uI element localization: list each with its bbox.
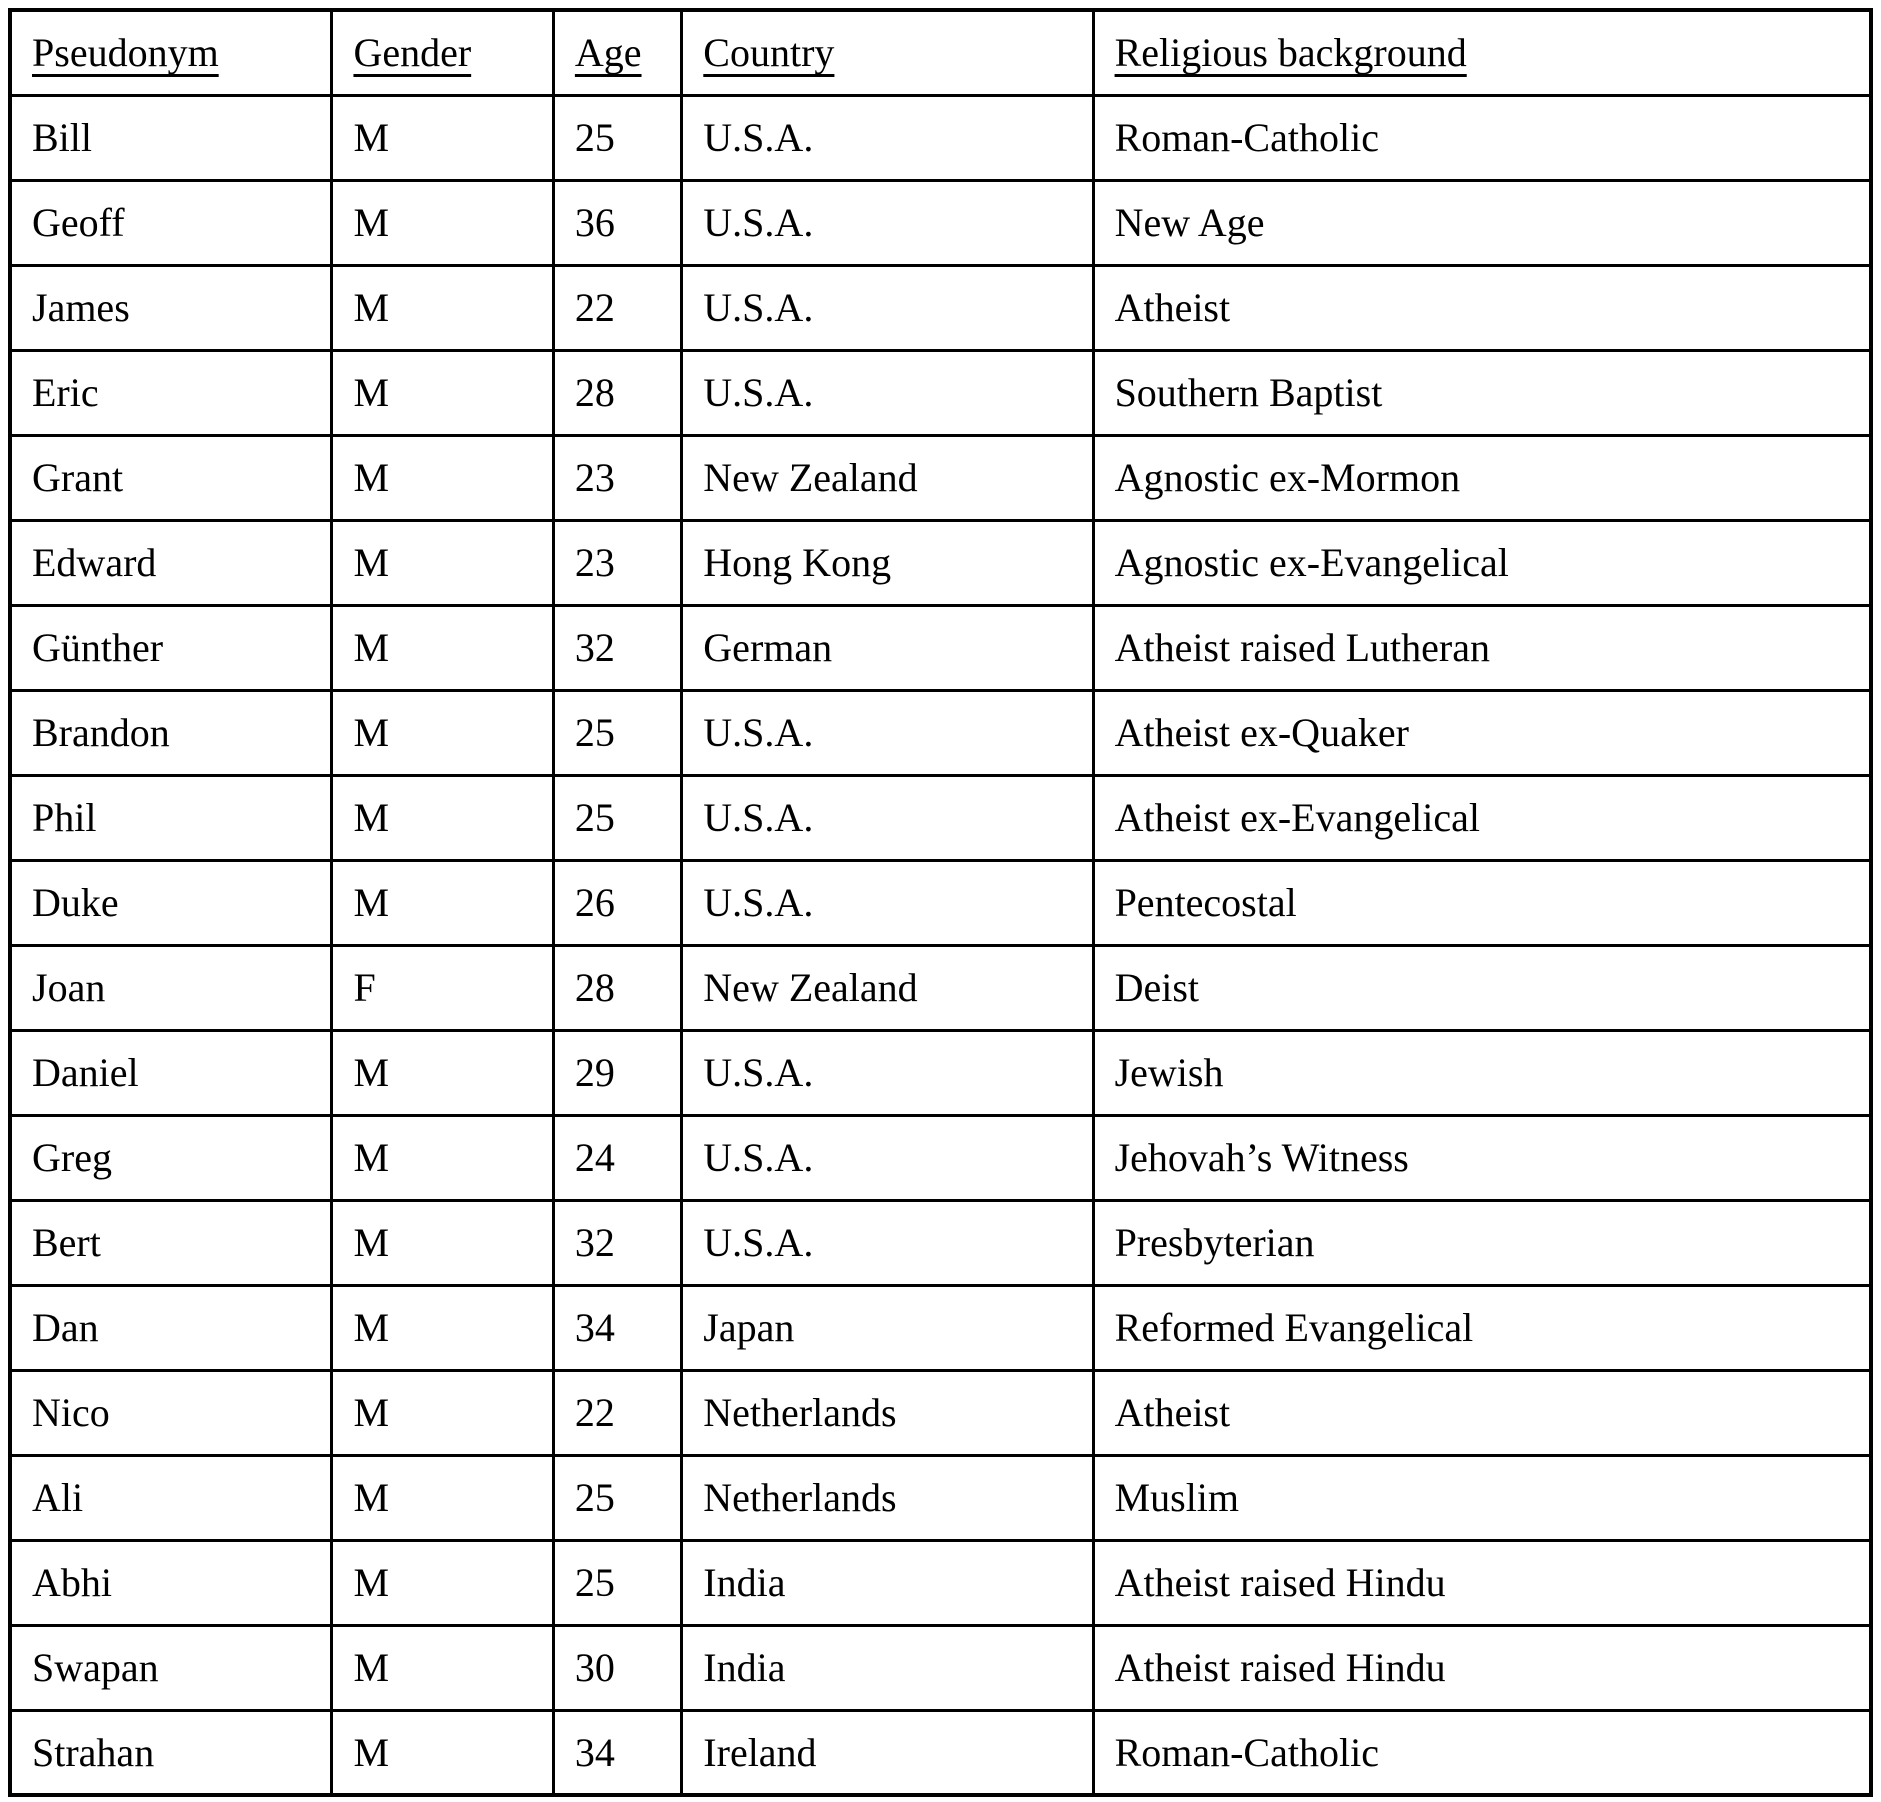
cell-religion: Atheist ex-Quaker xyxy=(1093,690,1871,775)
cell-religion: Atheist raised Lutheran xyxy=(1093,605,1871,690)
cell-religion: Atheist xyxy=(1093,265,1871,350)
cell-gender: M xyxy=(332,1115,553,1200)
table-row xyxy=(10,775,1871,860)
table-row xyxy=(10,1455,1871,1540)
cell-gender: M xyxy=(332,520,553,605)
cell-gender: M xyxy=(332,180,553,265)
cell-age: 22 xyxy=(553,265,681,350)
cell-age: 28 xyxy=(553,945,681,1030)
table-row xyxy=(10,1285,1871,1370)
column-header-gender-label: Gender xyxy=(353,30,472,76)
cell-pseudonym: Eric xyxy=(10,350,332,435)
cell-pseudonym: Abhi xyxy=(10,1540,332,1625)
column-header-religion-label: Religious background xyxy=(1114,30,1467,76)
cell-religion: Deist xyxy=(1093,945,1871,1030)
table-row xyxy=(10,1540,1871,1625)
cell-pseudonym: Bert xyxy=(10,1200,332,1285)
cell-age: 24 xyxy=(553,1115,681,1200)
cell-pseudonym: Brandon xyxy=(10,690,332,775)
cell-religion: Presbyterian xyxy=(1093,1200,1871,1285)
column-header-age-label: Age xyxy=(574,30,642,76)
cell-country: U.S.A. xyxy=(682,265,1093,350)
cell-gender: M xyxy=(332,95,553,180)
cell-gender: M xyxy=(332,1540,553,1625)
cell-age: 25 xyxy=(553,690,681,775)
cell-country: German xyxy=(682,605,1093,690)
cell-religion: Jehovah’s Witness xyxy=(1093,1115,1871,1200)
cell-pseudonym: Grant xyxy=(10,435,332,520)
cell-pseudonym: Dan xyxy=(10,1285,332,1370)
table-row xyxy=(10,945,1871,1030)
cell-religion: Southern Baptist xyxy=(1093,350,1871,435)
cell-age: 25 xyxy=(553,1540,681,1625)
cell-pseudonym: Phil xyxy=(10,775,332,860)
cell-pseudonym: Ali xyxy=(10,1455,332,1540)
column-header-gender xyxy=(332,10,553,95)
column-header-country-label: Country xyxy=(703,30,835,76)
table-row xyxy=(10,1115,1871,1200)
cell-country: U.S.A. xyxy=(682,350,1093,435)
cell-country: U.S.A. xyxy=(682,775,1093,860)
cell-age: 23 xyxy=(553,435,681,520)
table-row xyxy=(10,1370,1871,1455)
table-row xyxy=(10,180,1871,265)
table-row xyxy=(10,1030,1871,1115)
cell-gender: F xyxy=(332,945,553,1030)
cell-country: India xyxy=(682,1540,1093,1625)
cell-age: 32 xyxy=(553,605,681,690)
cell-religion: Agnostic ex-Evangelical xyxy=(1093,520,1871,605)
cell-religion: Jewish xyxy=(1093,1030,1871,1115)
cell-gender: M xyxy=(332,1455,553,1540)
table-row xyxy=(10,265,1871,350)
cell-country: Netherlands xyxy=(682,1455,1093,1540)
cell-age: 32 xyxy=(553,1200,681,1285)
table-row xyxy=(10,520,1871,605)
column-header-religion xyxy=(1093,10,1871,95)
participants-table xyxy=(8,8,1873,1797)
cell-religion: Muslim xyxy=(1093,1455,1871,1540)
column-header-age xyxy=(553,10,681,95)
cell-country: U.S.A. xyxy=(682,690,1093,775)
cell-country: Netherlands xyxy=(682,1370,1093,1455)
cell-gender: M xyxy=(332,605,553,690)
cell-religion: Atheist ex-Evangelical xyxy=(1093,775,1871,860)
cell-gender: M xyxy=(332,1285,553,1370)
cell-pseudonym: Nico xyxy=(10,1370,332,1455)
cell-gender: M xyxy=(332,1370,553,1455)
cell-religion: Reformed Evangelical xyxy=(1093,1285,1871,1370)
cell-pseudonym: Joan xyxy=(10,945,332,1030)
column-header-country xyxy=(682,10,1093,95)
cell-country: U.S.A. xyxy=(682,1115,1093,1200)
cell-religion: New Age xyxy=(1093,180,1871,265)
cell-religion: Roman-Catholic xyxy=(1093,95,1871,180)
table-row xyxy=(10,860,1871,945)
cell-country: U.S.A. xyxy=(682,180,1093,265)
table-row xyxy=(10,1710,1871,1795)
table-row xyxy=(10,1200,1871,1285)
cell-pseudonym: Bill xyxy=(10,95,332,180)
cell-country: Hong Kong xyxy=(682,520,1093,605)
cell-gender: M xyxy=(332,1030,553,1115)
cell-religion: Atheist xyxy=(1093,1370,1871,1455)
cell-pseudonym: Greg xyxy=(10,1115,332,1200)
table-body xyxy=(10,95,1871,1795)
cell-country: New Zealand xyxy=(682,945,1093,1030)
cell-gender: M xyxy=(332,690,553,775)
cell-pseudonym: James xyxy=(10,265,332,350)
cell-age: 36 xyxy=(553,180,681,265)
cell-gender: M xyxy=(332,350,553,435)
cell-age: 34 xyxy=(553,1710,681,1795)
cell-religion: Agnostic ex-Mormon xyxy=(1093,435,1871,520)
header-row xyxy=(10,10,1871,95)
cell-country: New Zealand xyxy=(682,435,1093,520)
cell-country: U.S.A. xyxy=(682,860,1093,945)
cell-gender: M xyxy=(332,435,553,520)
cell-pseudonym: Günther xyxy=(10,605,332,690)
cell-gender: M xyxy=(332,1710,553,1795)
cell-country: U.S.A. xyxy=(682,95,1093,180)
cell-pseudonym: Duke xyxy=(10,860,332,945)
cell-pseudonym: Edward xyxy=(10,520,332,605)
cell-pseudonym: Swapan xyxy=(10,1625,332,1710)
cell-gender: M xyxy=(332,1200,553,1285)
cell-age: 22 xyxy=(553,1370,681,1455)
cell-country: U.S.A. xyxy=(682,1030,1093,1115)
cell-country: Ireland xyxy=(682,1710,1093,1795)
cell-gender: M xyxy=(332,1625,553,1710)
table-row xyxy=(10,350,1871,435)
table-row xyxy=(10,435,1871,520)
cell-religion: Atheist raised Hindu xyxy=(1093,1540,1871,1625)
cell-country: U.S.A. xyxy=(682,1200,1093,1285)
column-header-pseudonym xyxy=(10,10,332,95)
cell-religion: Roman-Catholic xyxy=(1093,1710,1871,1795)
table-row xyxy=(10,1625,1871,1710)
column-header-pseudonym-label: Pseudonym xyxy=(32,30,219,76)
cell-age: 25 xyxy=(553,95,681,180)
table-row xyxy=(10,95,1871,180)
cell-pseudonym: Daniel xyxy=(10,1030,332,1115)
cell-pseudonym: Geoff xyxy=(10,180,332,265)
cell-country: India xyxy=(682,1625,1093,1710)
cell-age: 25 xyxy=(553,775,681,860)
cell-gender: M xyxy=(332,265,553,350)
cell-country: Japan xyxy=(682,1285,1093,1370)
cell-religion: Pentecostal xyxy=(1093,860,1871,945)
cell-religion: Atheist raised Hindu xyxy=(1093,1625,1871,1710)
cell-gender: M xyxy=(332,775,553,860)
cell-age: 28 xyxy=(553,350,681,435)
cell-age: 34 xyxy=(553,1285,681,1370)
table-row xyxy=(10,605,1871,690)
cell-age: 29 xyxy=(553,1030,681,1115)
cell-age: 23 xyxy=(553,520,681,605)
table-row xyxy=(10,690,1871,775)
cell-gender: M xyxy=(332,860,553,945)
cell-pseudonym: Strahan xyxy=(10,1710,332,1795)
cell-age: 25 xyxy=(553,1455,681,1540)
cell-age: 30 xyxy=(553,1625,681,1710)
cell-age: 26 xyxy=(553,860,681,945)
